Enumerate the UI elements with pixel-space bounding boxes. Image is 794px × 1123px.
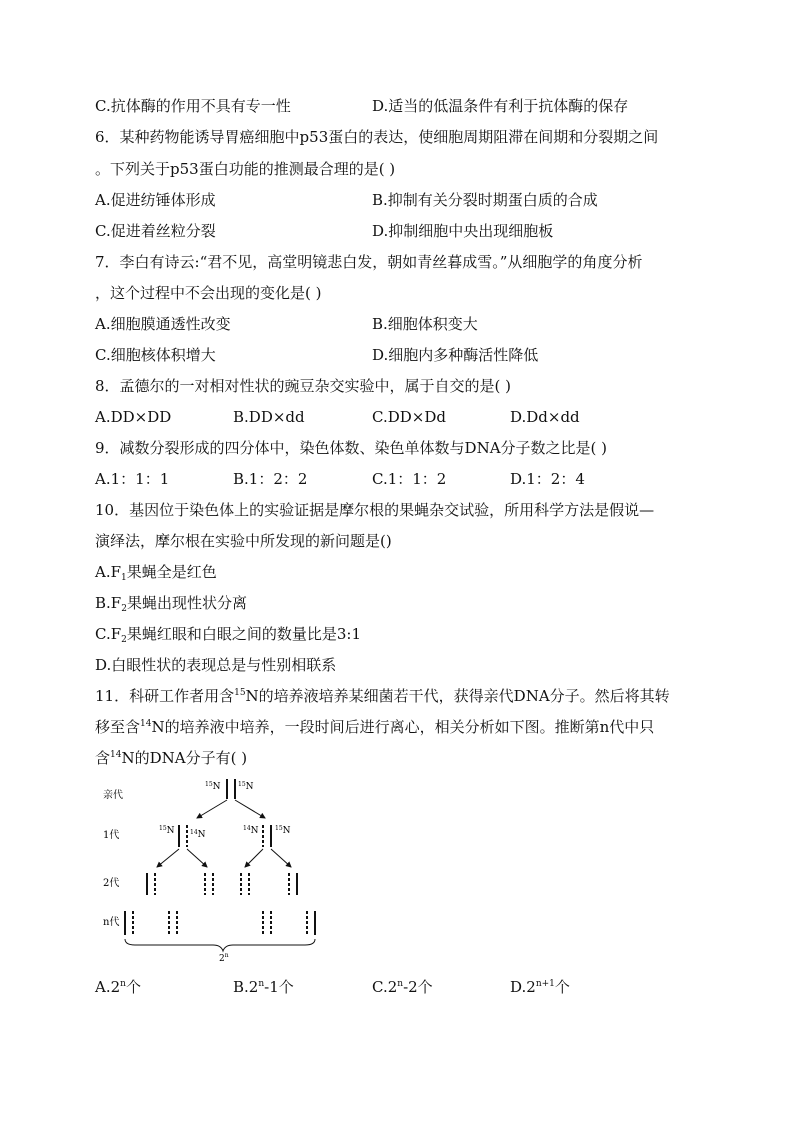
q10-option-a-subscript: 1 xyxy=(121,573,127,583)
q11-stem-1b: N的培养液培养某细菌若干代，获得亲代DNA分子。然后将其转 xyxy=(245,687,670,705)
q10-option-a xyxy=(95,562,217,582)
q11-stem-3b: N的DNA分子有( ) xyxy=(121,749,248,767)
q11-stem-2b: N的培养液中培养，一段时间后进行离心，相关分析如下图。推断第n代中只 xyxy=(151,718,655,736)
q11-option-d-exp: n+1 xyxy=(535,979,555,989)
q10-option-b-prefix: B.F xyxy=(95,594,122,612)
q10-option-a-prefix: A.F xyxy=(95,563,122,581)
q9-option-a: A.1：1：1 xyxy=(95,470,170,488)
q11-option-b-base: B.2 xyxy=(233,978,259,996)
q5-option-c: C.抗体酶的作用不具有专一性 xyxy=(95,97,291,115)
q10-option-b-subscript: 2 xyxy=(121,604,127,614)
arrow-gen1-left-b xyxy=(187,849,207,867)
row-label-parent: 亲代 xyxy=(103,790,123,801)
q8-option-b: B.DD×dd xyxy=(233,408,305,426)
q11-stem-line-2 xyxy=(95,717,654,737)
q10-stem-line-1: 10．基因位于染色体上的实验证据是摩尔根的果蝇杂交试验，所用科学方法是假说— xyxy=(95,501,655,519)
q10-option-b xyxy=(95,593,247,613)
q11-option-c xyxy=(372,977,433,997)
q11-stem-3a: 含 xyxy=(95,749,111,767)
gen1-left-label-14: $^{14}$N xyxy=(190,829,206,840)
q5-option-d: D.适当的低温条件有利于抗体酶的保存 xyxy=(372,97,629,115)
q10-option-c-prefix: C.F xyxy=(95,625,122,643)
q8-option-d: D.Dd×dd xyxy=(510,408,580,426)
q11-option-a-base: A.2 xyxy=(95,978,121,996)
dna-replication-figure xyxy=(95,775,335,965)
q11-stem-line-1 xyxy=(95,686,670,706)
q11-stem-1a: 11．科研工作者用含 xyxy=(95,687,235,705)
q11-option-c-text: -2个 xyxy=(403,978,433,996)
arrow-parent-to-right xyxy=(235,800,265,818)
q9-option-d: D.1：2：4 xyxy=(510,470,585,488)
parent-label-right: $^{15}$N xyxy=(238,781,254,792)
q11-option-d-text: 个 xyxy=(554,978,570,996)
q11-stem-2-sup: 14 xyxy=(140,719,152,729)
q6-option-c: C.促进着丝粒分裂 xyxy=(95,222,216,240)
q6-option-d: D.抑制细胞中央出现细胞板 xyxy=(372,222,554,240)
q11-option-d-base: D.2 xyxy=(510,978,536,996)
arrow-parent-to-left xyxy=(197,800,227,818)
q6-option-a: A.促进纺锤体形成 xyxy=(95,191,216,209)
q8-stem: 8．孟德尔的一对相对性状的豌豆杂交实验中，属于自交的是( ) xyxy=(95,377,512,395)
q10-option-d: D.白眼性状的表现总是与性别相联系 xyxy=(95,656,337,674)
arrow-gen1-left-a xyxy=(157,849,179,867)
q7-stem-line-1: 7．李白有诗云:“君不见，高堂明镜悲白发，朝如青丝暮成雪。”从细胞学的角度分析 xyxy=(95,253,643,271)
q11-stem-3-sup: 14 xyxy=(110,750,122,760)
q8-option-c: C.DD×Dd xyxy=(372,408,446,426)
q10-stem-line-2: 演绎法，摩尔根在实验中所发现的新问题是() xyxy=(95,532,392,550)
q11-stem-2a: 移至含 xyxy=(95,718,141,736)
genn-brace xyxy=(125,939,315,951)
q6-stem-line-2: 。下列关于p53蛋白功能的推测最合理的是( ) xyxy=(95,160,396,178)
q8-option-a: A.DD×DD xyxy=(95,408,172,426)
q10-option-c xyxy=(95,624,361,644)
q10-option-b-text: 果蝇出现性状分离 xyxy=(126,594,247,612)
q11-option-a xyxy=(95,977,141,997)
q6-stem-line-1: 6．某种药物能诱导胃癌细胞中p53蛋白的表达，使细胞周期阻滞在间期和分裂期之间 xyxy=(95,128,659,146)
q11-option-c-base: C.2 xyxy=(372,978,398,996)
q11-option-b-text: -1个 xyxy=(264,978,294,996)
q10-option-c-subscript: 2 xyxy=(121,635,127,645)
q9-option-c: C.1：1：2 xyxy=(372,470,447,488)
row-label-gen2: 2代 xyxy=(103,878,120,889)
q7-stem-line-2: ，这个过程中不会出现的变化是( ) xyxy=(95,284,322,302)
dna-replication-diagram xyxy=(95,775,335,969)
q11-option-a-exp: n xyxy=(120,979,126,989)
arrow-gen1-right-b xyxy=(271,849,291,867)
brace-label: 2$^n$ xyxy=(219,952,229,964)
row-label-gen1: 1代 xyxy=(103,830,120,841)
q7-option-d: D.细胞内多种酶活性降低 xyxy=(372,346,539,364)
q11-option-b xyxy=(233,977,294,997)
q11-option-b-exp: n xyxy=(258,979,265,989)
q11-stem-1-sup: 15 xyxy=(234,688,246,698)
q11-option-a-text: 个 xyxy=(125,978,141,996)
q9-option-b: B.1：2：2 xyxy=(233,470,308,488)
parent-label-left: $^{15}$N xyxy=(205,781,221,792)
q10-option-c-text: 果蝇红眼和白眼之间的数量比是3:1 xyxy=(126,625,362,643)
q7-option-a: A.细胞膜通透性改变 xyxy=(95,315,231,333)
arrow-gen1-right-a xyxy=(245,849,263,867)
q11-stem-line-3 xyxy=(95,748,247,768)
gen1-left-label-15: $^{15}$N xyxy=(159,825,175,836)
q10-option-a-text: 果蝇全是红色 xyxy=(126,563,217,581)
q7-option-c: C.细胞核体积增大 xyxy=(95,346,216,364)
row-label-genn: n代 xyxy=(103,917,120,928)
q7-option-b: B.细胞体积变大 xyxy=(372,315,478,333)
gen1-right-label-15: $^{15}$N xyxy=(275,825,291,836)
q11-option-d xyxy=(510,977,570,997)
gen1-right-label-14: $^{14}$N xyxy=(243,825,259,836)
q11-option-c-exp: n xyxy=(397,979,404,989)
q9-stem: 9．减数分裂形成的四分体中，染色体数、染色单体数与DNA分子数之比是( ) xyxy=(95,439,608,457)
q6-option-b: B.抑制有关分裂时期蛋白质的合成 xyxy=(372,191,598,209)
